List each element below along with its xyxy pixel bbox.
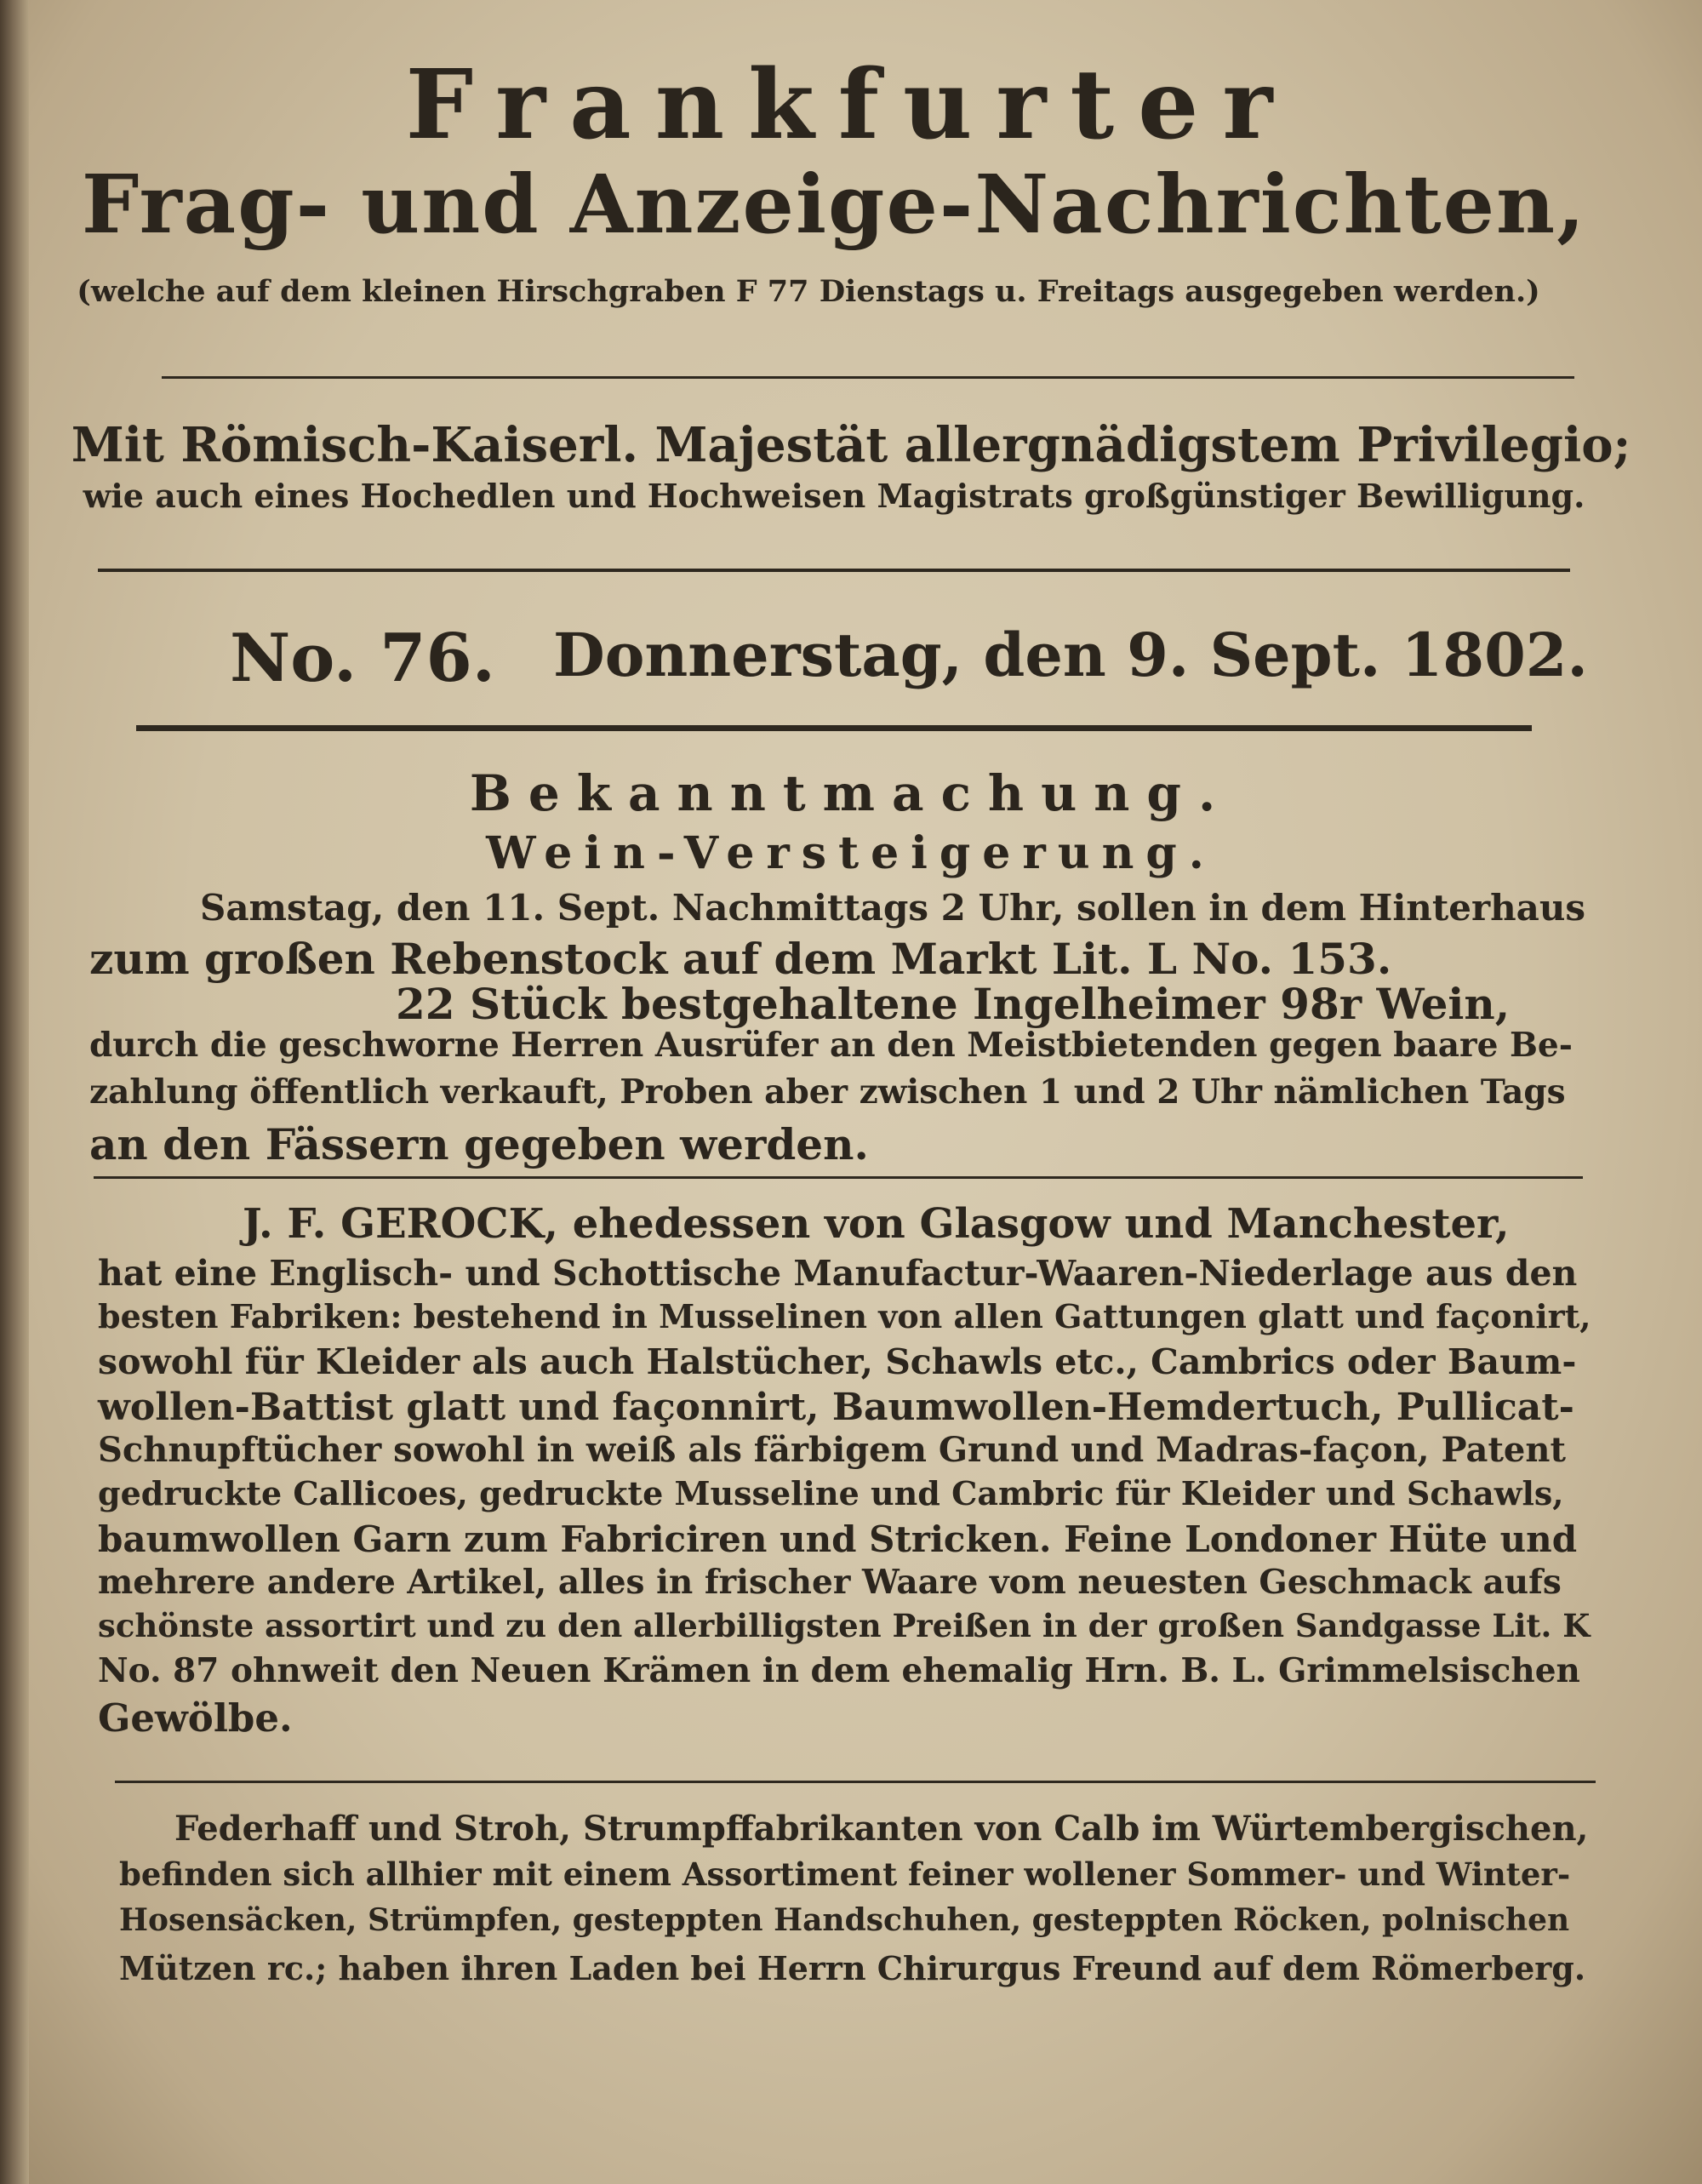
notice-line: Schnupftücher sowohl in weiß als färbigem Grund und Madras-façon, Patent [98, 1430, 1566, 1470]
notice-heading: Bekanntmachung. [469, 764, 1233, 822]
divider-rule [162, 376, 1574, 379]
issue-date: Donnerstag, den 9. Sept. 1802. [553, 620, 1588, 690]
privilege-line2: wie auch eines Hochedlen und Hochweisen Magistrats großgünstiger Bewilligung. [83, 477, 1585, 515]
notice-line: befinden sich allhier mit einem Assortiment feiner wollener Sommer- und Winter- [119, 1855, 1571, 1893]
masthead-title-line1: Frankfurter [405, 49, 1297, 161]
masthead-title-line2: Frag- und Anzeige-Nachrichten, [81, 157, 1587, 252]
divider-rule [94, 1176, 1583, 1179]
notice-line: an den Fässern gegeben werden. [89, 1119, 869, 1169]
notice-line: mehrere andere Artikel, alles in frischer Waare vom neuesten Geschmack aufs [98, 1563, 1562, 1602]
notice-line: wollen-Battist glatt und façonnirt, Baumwollen-Hemdertuch, Pullicat- [98, 1386, 1574, 1429]
notice-line: baumwollen Garn zum Fabriciren und Stricken. Feine Londoner Hüte und [98, 1518, 1578, 1560]
notice-line: besten Fabriken: bestehend in Musselinen von allen Gattungen glatt und façonirt, [98, 1297, 1591, 1335]
notice-line: 22 Stück bestgehaltene Ingelheimer 98r Wein, [396, 979, 1511, 1029]
notice-line: hat eine Englisch- und Schottische Manufactur-Waaren-Niederlage aus den [98, 1253, 1578, 1294]
privilege-line1: Mit Römisch-Kaiserl. Majestät allergnädigstem Privilegio; [71, 417, 1631, 473]
masthead-subtitle: (welche auf dem kleinen Hirschgraben F 77 Dienstags u. Freitags ausgegeben werden.) [77, 274, 1540, 309]
book-gutter [0, 0, 29, 2184]
notice-line: zum großen Rebenstock auf dem Markt Lit. L No. 153. [89, 934, 1392, 984]
notice-line: No. 87 ohnweit den Neuen Krämen in dem ehemalig Hrn. B. L. Grimmelsischen [98, 1651, 1580, 1690]
notice-line: durch die geschworne Herren Ausrüfer an den Meistbietenden gegen baare Be- [89, 1026, 1573, 1065]
divider-rule [136, 725, 1532, 731]
notice-line: Samstag, den 11. Sept. Nachmittags 2 Uhr, sollen in dem Hinterhaus [200, 887, 1586, 929]
notice-line: J. F. GEROCK, ehedessen von Glasgow und Manchester, [243, 1200, 1510, 1248]
notice-line: Mützen rc.; haben ihren Laden bei Herrn Chirurgus Freund auf dem Römerberg. [119, 1949, 1586, 1987]
notice-line: schönste assortirt und zu den allerbilligsten Preißen in der großen Sandgasse Lit. K [98, 1607, 1591, 1644]
notice-line: gedruckte Callicoes, gedruckte Musseline und Cambric für Kleider und Schawls, [98, 1474, 1564, 1512]
notice-line: zahlung öffentlich verkauft, Proben aber zwischen 1 und 2 Uhr nämlichen Tags [89, 1072, 1566, 1112]
notice-line: sowohl für Kleider als auch Halstücher, Schawls etc., Cambrics oder Baum- [98, 1341, 1577, 1382]
divider-rule [98, 569, 1570, 572]
notice-line: Hosensäcken, Strümpfen, gesteppten Handschuhen, gesteppten Röcken, polnischen [119, 1902, 1570, 1938]
issue-number: No. 76. [230, 620, 495, 697]
notice-line: Gewölbe. [98, 1695, 293, 1741]
notice-line: Federhaff und Stroh, Strumpffabrikanten von Calb im Würtembergischen, [174, 1809, 1589, 1849]
divider-rule [115, 1781, 1596, 1783]
notice-subheading: Wein-Versteigerung. [486, 827, 1216, 879]
